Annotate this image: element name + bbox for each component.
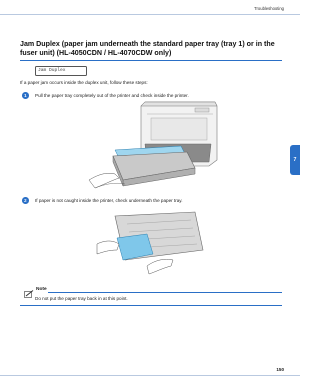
step-2-text: If paper is not caught inside the printer, check underneath the paper tray. xyxy=(35,198,183,203)
printer-tray-illustration xyxy=(85,100,220,197)
note-divider xyxy=(48,292,282,293)
step-2-number: 2 xyxy=(22,197,29,204)
intro-text: If a paper jam occurs inside the duplex unit, follow these steps: xyxy=(20,80,148,85)
footer-divider xyxy=(0,375,300,376)
chapter-tab xyxy=(290,145,300,175)
tray-underside-illustration xyxy=(95,210,205,281)
lcd-message: Jam Duplex xyxy=(38,68,66,74)
section-title: Jam Duplex (paper jam underneath the standard paper tray (tray 1) or in the fuser unit) (HL-4050CDN / HL-4070CDW only) xyxy=(20,40,275,57)
note-label: Note xyxy=(36,287,47,292)
lcd-message-box xyxy=(35,66,87,76)
section-divider xyxy=(20,60,282,61)
chapter-number: 7 xyxy=(293,157,297,163)
note-text: Do not put the paper tray back in at this point. xyxy=(35,296,128,301)
header-title: Troubleshooting xyxy=(254,6,284,11)
note-pencil-icon xyxy=(24,285,34,293)
note-bottom-divider xyxy=(20,305,282,306)
step-1-text: Pull the paper tray completely out of the printer and check inside the printer. xyxy=(35,93,189,98)
page-number: 150 xyxy=(276,367,284,372)
step-1-number: 1 xyxy=(22,92,29,99)
header-divider xyxy=(0,14,300,15)
